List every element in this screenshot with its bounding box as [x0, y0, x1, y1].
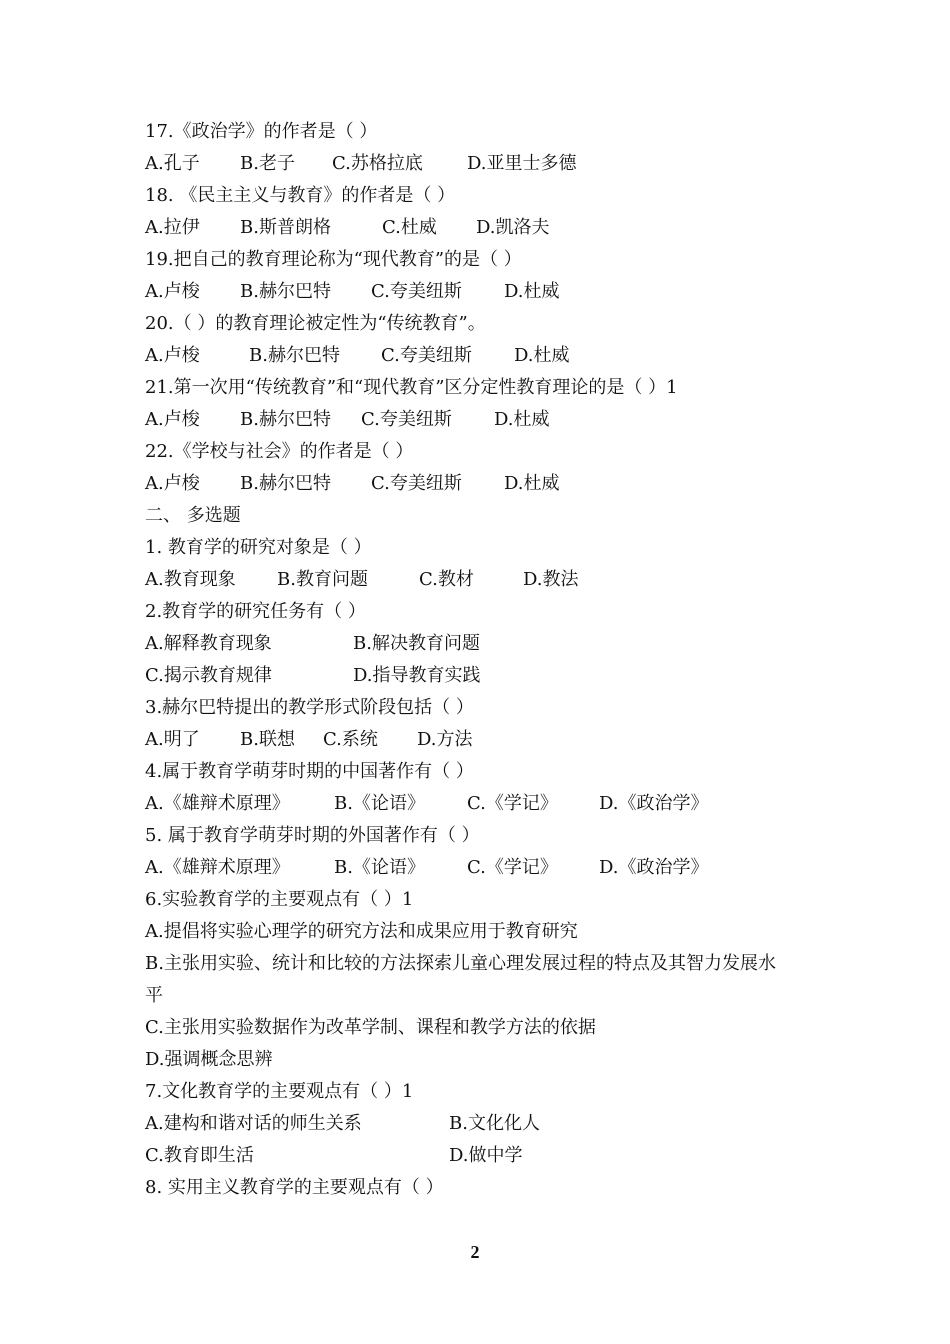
options-line	[145, 468, 825, 500]
option-text: A.《雄辩术原理》	[145, 857, 290, 878]
question-line: 4.属于教育学萌芽时期的中国著作有（ ）	[145, 761, 474, 782]
option-text: D.凯洛夫	[476, 217, 550, 238]
option-text: A.卢梭	[145, 345, 200, 366]
option-text: D.方法	[417, 729, 473, 750]
question-line: 3.赫尔巴特提出的教学形式阶段包括（ ）	[145, 697, 474, 718]
option-text: D.亚里士多德	[467, 153, 577, 174]
option-text: A.拉伊	[145, 217, 200, 238]
option-text: C.苏格拉底	[332, 153, 423, 174]
question-line: A.提倡将实验心理学的研究方法和成果应用于教育研究	[145, 921, 578, 942]
options-line	[145, 276, 825, 308]
option-text: A.孔子	[145, 153, 200, 174]
option-text: B.赫尔巴特	[240, 281, 331, 302]
option-text: C.教育即生活	[145, 1145, 254, 1166]
option-text: C.夸美纽斯	[381, 345, 472, 366]
option-text: C.《学记》	[467, 793, 558, 814]
option-text: A.卢梭	[145, 409, 200, 430]
options-line	[145, 724, 825, 756]
option-text: B.斯普朗格	[240, 217, 331, 238]
option-text: C.杜威	[382, 217, 437, 238]
option-text: D.《政治学》	[599, 857, 709, 878]
option-text: C.揭示教育规律	[145, 665, 272, 686]
question-line: 22.《学校与社会》的作者是（ ）	[145, 441, 414, 462]
question-line: 2.教育学的研究任务有（ ）	[145, 601, 366, 622]
option-text: D.教法	[523, 569, 579, 590]
question-line: 7.文化教育学的主要观点有（ ）1	[145, 1081, 414, 1102]
option-text: A.明了	[145, 729, 200, 750]
option-text: B.文化化人	[449, 1113, 540, 1134]
option-text: C.教材	[419, 569, 474, 590]
option-text: B.赫尔巴特	[240, 473, 331, 494]
option-text: B.《论语》	[334, 793, 425, 814]
option-text: B.老子	[240, 153, 295, 174]
options-line	[145, 660, 825, 692]
question-line: D.强调概念思辨	[145, 1049, 273, 1070]
option-text: A.解释教育现象	[145, 633, 272, 654]
option-text: B.赫尔巴特	[249, 345, 340, 366]
option-text: D.杜威	[514, 345, 570, 366]
options-line	[145, 340, 825, 372]
option-text: A.卢梭	[145, 473, 200, 494]
option-text: B.赫尔巴特	[240, 409, 331, 430]
question-line: 18. 《民主主义与教育》的作者是（ ）	[145, 185, 456, 206]
option-text: C.夸美纽斯	[361, 409, 452, 430]
option-text: C.夸美纽斯	[371, 473, 462, 494]
option-text: D.做中学	[449, 1145, 523, 1166]
question-line: 20.（ ）的教育理论被定性为“传统教育”。	[145, 313, 486, 334]
option-text: C.《学记》	[467, 857, 558, 878]
question-line: 1. 教育学的研究对象是（ ）	[145, 537, 372, 558]
option-text: A.《雄辩术原理》	[145, 793, 290, 814]
option-text: D.《政治学》	[599, 793, 709, 814]
page-number: 2	[470, 1242, 480, 1262]
option-text: C.夸美纽斯	[371, 281, 462, 302]
option-text: A.建构和谐对话的师生关系	[145, 1113, 362, 1134]
options-line	[145, 404, 825, 436]
option-text: B.解决教育问题	[353, 633, 480, 654]
question-line: 17.《政治学》的作者是（ ）	[145, 121, 378, 142]
options-line	[145, 852, 825, 884]
options-line	[145, 1108, 825, 1140]
question-line: 6.实验教育学的主要观点有（ ）1	[145, 889, 414, 910]
question-line: 21.第一次用“传统教育”和“现代教育”区分定性教育理论的是（ ）1	[145, 377, 678, 398]
option-text: C.系统	[323, 729, 378, 750]
option-text: D.杜威	[494, 409, 550, 430]
option-text: D.指导教育实践	[353, 665, 481, 686]
section-heading: 二、 多选题	[145, 505, 241, 526]
option-text: B.联想	[240, 729, 295, 750]
question-line: 5. 属于教育学萌芽时期的外国著作有（ ）	[145, 825, 480, 846]
question-line: 平	[145, 985, 163, 1006]
options-line	[145, 788, 825, 820]
document-body	[145, 116, 825, 1204]
options-line	[145, 148, 825, 180]
question-line: C.主张用实验数据作为改革学制、课程和教学方法的依据	[145, 1017, 596, 1038]
option-text: D.杜威	[504, 281, 560, 302]
option-text: A.教育现象	[145, 569, 236, 590]
option-text: B.教育问题	[277, 569, 368, 590]
question-line: 8. 实用主义教育学的主要观点有（ ）	[145, 1177, 444, 1198]
options-line	[145, 212, 825, 244]
options-line	[145, 1140, 825, 1172]
options-line	[145, 564, 825, 596]
question-line: B.主张用实验、统计和比较的方法探索儿童心理发展过程的特点及其智力发展水	[145, 953, 776, 974]
question-line: 19.把自己的教育理论称为“现代教育”的是（ ）	[145, 249, 522, 270]
options-line	[145, 628, 825, 660]
option-text: B.《论语》	[334, 857, 425, 878]
option-text: D.杜威	[504, 473, 560, 494]
option-text: A.卢梭	[145, 281, 200, 302]
